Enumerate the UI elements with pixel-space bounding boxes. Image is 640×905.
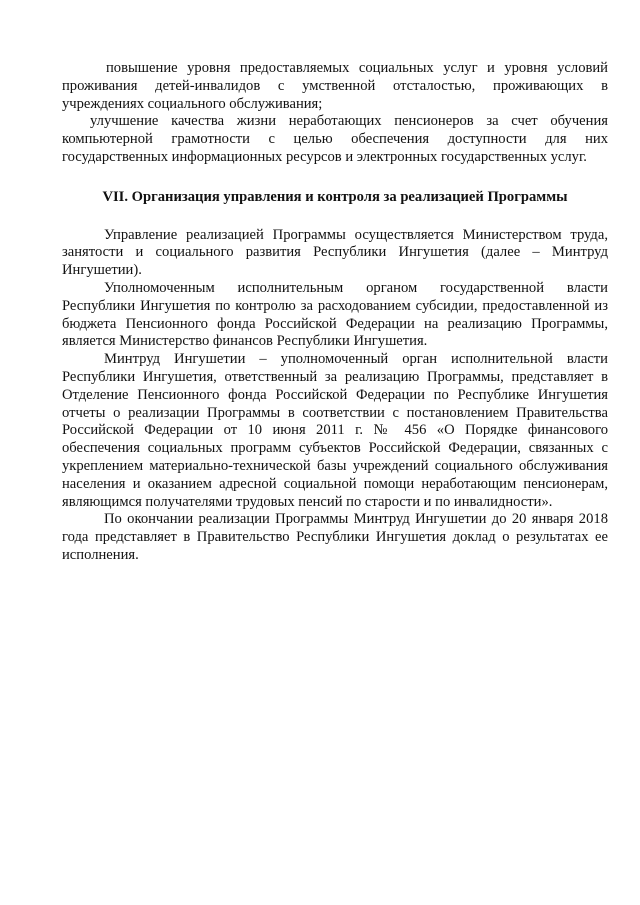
paragraph-program-management: Управление реализацией Программы осуществляется Министерством труда, занятости и социального развития Республики Ингушетия (далее – Минтруд Ингушетии). — [62, 226, 608, 279]
paragraph-goal-children-services: повышение уровня предоставляемых социальных услуг и уровня условий проживания детей-инвалидов с умственной отсталостью, проживающих в учреждениях социального обслуживания; — [62, 60, 608, 112]
paragraph-reporting: Минтруд Ингушетии – уполномоченный орган исполнительной власти Республики Ингушетия, ответственный за реализацию Программы, представляет в Отделение Пенсионного фонда Российской Федерации по Республике Ингушетия отчеты о реализации Программы в соответствии с постановлением Правительства Российской Федерации от 10 июня 2011 г. № 456 «О Порядке финансового обеспечения социальных программ субъектов Российской Федерации, связанных с укреплением материально-технической базы учреждений социального обслуживания населения и оказанием адресной социальной помощи неработающим пенсионерам, являющимся получателями трудовых пенсий по старости и по инвалидности». — [62, 351, 608, 510]
paragraph-goal-computer-literacy: улучшение качества жизни неработающих пенсионеров за счет обучения компьютерной грамотности с целью обеспечения доступности для них государственных информационных ресурсов и электронных государственных услуг. — [62, 113, 608, 165]
section-heading: VII. Организация управления и контроля за реализацией Программы — [102, 188, 568, 205]
paragraph-final-report: По окончании реализации Программы Минтруд Ингушетии до 20 января 2018 года представляет в Правительство Республики Ингушетия доклад о результатах ее исполнения. — [62, 511, 608, 563]
paragraph-authorized-body: Уполномоченным исполнительным органом государственной власти Республики Ингушетия по контролю за расходованием субсидии, предоставленной из бюджета Пенсионного фонда Российской Федерации на реализацию Программы, является Министерство финансов Республики Ингушетия. — [62, 279, 608, 350]
document-body — [62, 60, 608, 565]
